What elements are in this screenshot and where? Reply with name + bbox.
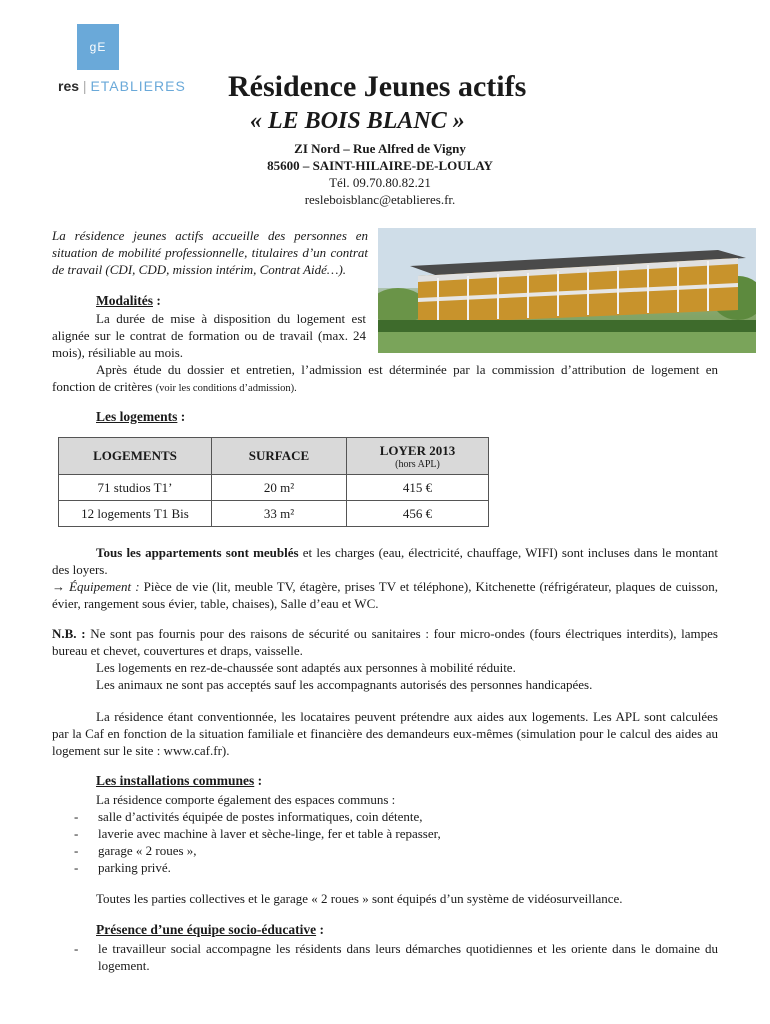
table-row: 12 logements T1 Bis 33 m² 456 € bbox=[59, 501, 489, 527]
nb-mobilite: Les logements en rez-de-chaussée sont adaptés aux personnes à mobilité réduite. bbox=[96, 660, 516, 675]
installations-heading: Les installations communes : bbox=[96, 773, 263, 788]
address-line-1: ZI Nord – Rue Alfred de Vigny bbox=[294, 141, 466, 156]
arrow-icon: → bbox=[52, 579, 65, 594]
videosurveillance-paragraph: Toutes les parties collectives et le garage « 2 roues » sont équipés d’un système de vidéosurveillance. bbox=[96, 891, 623, 906]
col-surface: SURFACE bbox=[212, 438, 347, 475]
company-logo bbox=[77, 24, 119, 70]
modalites-paragraph-1: La durée de mise à disposition du logement est alignée sur le contrat de formation ou de travail (max. 24 mois), résiliable au mois. bbox=[52, 311, 366, 360]
intro-paragraph: La résidence jeunes actifs accueille des personnes en situation de mobilité professionnelle, titulaires d’un contrat de travail (CDI, CDD, mission intérim, Contrat Aidé…). bbox=[52, 228, 368, 277]
equipe-list bbox=[52, 940, 718, 974]
address-line-2: 85600 – SAINT-HILAIRE-DE-LOULAY bbox=[267, 158, 493, 173]
equipe-heading: Présence d’une équipe socio-éducative : bbox=[96, 922, 324, 937]
list-item: - salle d’activités équipée de postes informatiques, coin détente, bbox=[74, 809, 423, 824]
list-item: - laverie avec machine à laver et sèche-linge, fer et table à repasser, bbox=[74, 826, 441, 841]
logements-heading: Les logements : bbox=[96, 409, 186, 424]
page-subtitle: « LE BOIS BLANC » bbox=[250, 108, 465, 134]
equipement-paragraph: → Équipement : Pièce de vie (lit, meuble TV, étagère, prises TV et téléphone), Kitchenette (réfrigérateur, plaques de cuisson, évier, rangement sous évier, table, chaises), Salle d’eau et WC. bbox=[52, 579, 719, 611]
building-illustration bbox=[378, 228, 756, 353]
modalites-heading: Modalités : bbox=[96, 293, 161, 308]
modalites-paragraph-2: Après étude du dossier et entretien, l’admission est déterminée par la commission d’attribution de logement en fonction de critères (voir les conditions d’admission). bbox=[52, 362, 718, 394]
logements-table bbox=[58, 437, 489, 527]
installations-intro: La résidence comporte également des espaces communs : bbox=[96, 792, 396, 807]
table-header-row bbox=[59, 438, 489, 475]
installations-list bbox=[52, 808, 718, 876]
nb-animaux: Les animaux ne sont pas acceptés sauf les accompagnants autorisés des personnes handicapées. bbox=[96, 677, 593, 692]
apl-paragraph: La résidence étant conventionnée, les locataires peuvent prétendre aux aides aux logements. Les APL sont calculées par la Caf en fonction de la situation familiale et financière des demandeurs eux-mêmes (simulation pour le calcul des aides au logement sur le site : www.caf.fr). bbox=[52, 709, 718, 758]
nb-paragraph: N.B. : Ne sont pas fournis pour des raisons de sécurité ou sanitaires : four micro-ondes (fours électriques interdits), lampes bureau et chevet, couvertures et draps, vaisselle. bbox=[52, 626, 718, 658]
col-logements: LOGEMENTS bbox=[59, 438, 212, 475]
logo-wordmark: res | ETABLIERES bbox=[58, 78, 186, 94]
page-title: Résidence Jeunes actifs bbox=[228, 70, 527, 103]
list-item: - garage « 2 roues », bbox=[74, 843, 197, 858]
logo-res: res bbox=[58, 78, 80, 94]
table-row: 71 studios T1’ 20 m² 415 € bbox=[59, 475, 489, 501]
list-item: - le travailleur social accompagne les résidents dans leurs démarches quotidiennes et les oriente dans le domaine du logement. bbox=[74, 941, 718, 973]
list-item: - parking privé. bbox=[74, 860, 171, 875]
logo-mark: gE bbox=[89, 40, 107, 54]
col-loyer: LOYER 2013 (hors APL) bbox=[347, 438, 489, 475]
residence-photo bbox=[378, 228, 756, 353]
logo-etablieres: ETABLIERES bbox=[90, 78, 186, 94]
email: resleboisblanc@etablieres.fr. bbox=[304, 192, 456, 207]
meubles-paragraph: Tous les appartements sont meublés et les charges (eau, électricité, chauffage, WIFI) sont incluses dans le montant des loyers. bbox=[52, 545, 718, 577]
phone: Tél. 09.70.80.82.21 bbox=[329, 175, 431, 190]
